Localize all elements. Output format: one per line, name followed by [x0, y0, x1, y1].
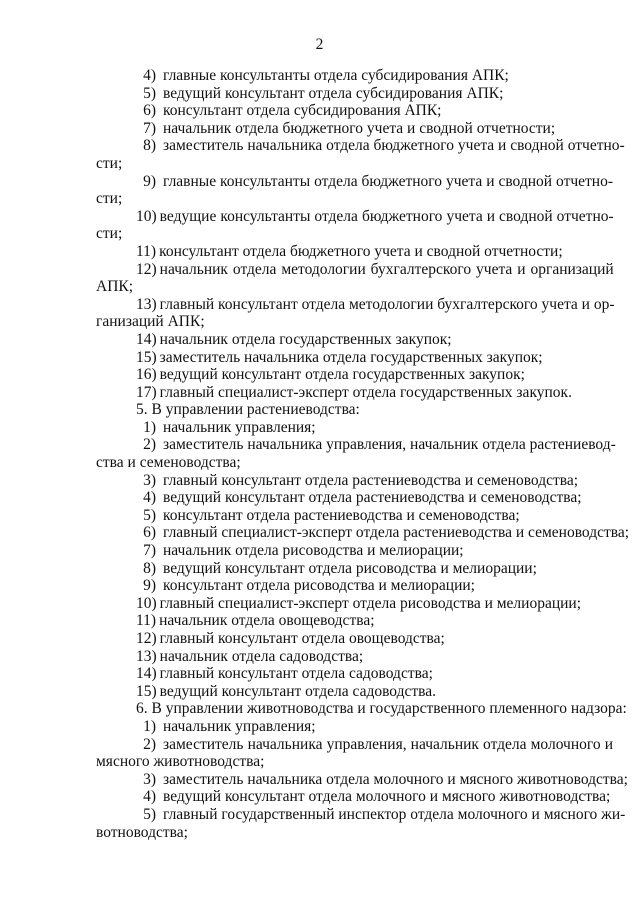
- list-item: [96, 489, 613, 507]
- list-item-text: консультант отдела бюджетного учета и сводной отчетности;: [159, 242, 563, 260]
- list-item-continuation: ства и семеноводства;: [96, 454, 241, 472]
- list-item-text: главный специалист-эксперт отдела растениеводства и семеноводства;: [163, 524, 630, 542]
- list-item-number: 3): [143, 471, 156, 489]
- list-item-text: ведущий консультант отдела рисоводства и мелиорации;: [163, 559, 537, 577]
- list-item-text: начальник отдела рисоводства и мелиорации;: [163, 542, 464, 560]
- list-item-text: ведущие консультанты отдела бюджетного учета и сводной отчетно-: [159, 207, 614, 225]
- list-item-number: 3): [143, 770, 156, 788]
- list-item-number: 5): [143, 84, 156, 102]
- list-item-number: 8): [143, 137, 156, 155]
- list-item-number: 15): [136, 682, 157, 700]
- list-item-number: 8): [143, 559, 156, 577]
- list-item-text: начальник отдела методологии бухгалтерского учета и организаций: [159, 260, 614, 278]
- list-item: [96, 120, 613, 138]
- list-item: [96, 770, 628, 789]
- list-item-number: 16): [136, 366, 157, 384]
- list-item-text: начальник управления;: [163, 717, 316, 735]
- list-item-number: 4): [143, 788, 156, 806]
- list-item-text: заместитель начальника отдела государственных закупок;: [159, 348, 543, 366]
- list-item-number: 14): [136, 330, 157, 348]
- list-item-continuation: мясного животноводства;: [96, 753, 265, 771]
- list-item: [96, 683, 613, 701]
- list-item: [96, 595, 613, 613]
- list-item-text: главный государственный инспектор отдела молочного и мясного жи-: [163, 805, 626, 823]
- list-item: [96, 208, 613, 226]
- list-item-number: 9): [143, 172, 156, 190]
- list-item: [96, 507, 613, 525]
- list-item-number: 6): [143, 524, 156, 542]
- list-item-text: главный специалист-эксперт отдела рисоводства и мелиорации;: [159, 594, 582, 612]
- list-item: [96, 630, 613, 648]
- list-item-continuation: сти;: [96, 225, 123, 243]
- list-item-number: 9): [143, 577, 156, 595]
- page-number: 2: [315, 36, 324, 53]
- list-item-continuation: сти;: [96, 190, 123, 208]
- list-item-number: 5): [143, 805, 156, 823]
- list-item: [96, 577, 613, 595]
- list-item: [96, 542, 613, 560]
- list-item: [96, 137, 625, 155]
- list-item: [96, 349, 613, 367]
- list-item-text: главные консультанты отдела субсидирования АПК;: [163, 67, 509, 84]
- list-item-number: 2): [143, 436, 156, 454]
- list-item-number: 1): [143, 717, 156, 735]
- list-item-text: консультант отдела рисоводства и мелиорации;: [163, 577, 475, 595]
- list-item-continuation: ганизаций АПК;: [96, 313, 205, 331]
- list-item-number: 10): [136, 594, 157, 612]
- list-item-text: заместитель начальника отдела молочного и мясного животноводства;: [163, 770, 628, 788]
- list-item: [96, 243, 613, 261]
- list-item: [96, 560, 613, 578]
- list-item-text: начальник отдела садоводства;: [159, 647, 364, 665]
- list-item-number: 14): [136, 665, 157, 683]
- list-item: [96, 384, 613, 402]
- list-item: [96, 296, 613, 314]
- list-item: [96, 788, 613, 806]
- section-heading: 5. В управлении растениеводства:: [136, 401, 360, 419]
- list-item-text: заместитель начальника управления, начальник отдела молочного и: [163, 735, 613, 753]
- list-item-number: 6): [143, 102, 156, 120]
- list-item: [96, 102, 613, 120]
- list-item-number: 12): [136, 260, 157, 278]
- list-item: [96, 648, 613, 666]
- list-item-continuation: сти;: [96, 154, 123, 172]
- list-item-text: заместитель начальника отдела бюджетного учета и сводной отчетно-: [163, 137, 625, 155]
- list-item-text: консультант отдела субсидирования АПК;: [163, 102, 442, 120]
- list-item-number: 12): [136, 630, 157, 647]
- list-item-continuation: АПК;: [96, 278, 134, 296]
- list-item: [96, 419, 613, 437]
- list-item-text: главные консультанты отдела бюджетного учета и сводной отчетно-: [163, 172, 613, 190]
- list-item-text: главный консультант отдела овощеводства;: [159, 630, 445, 647]
- list-item-number: 7): [143, 119, 156, 137]
- list-item: [96, 85, 613, 103]
- list-item: [96, 67, 613, 85]
- list-item-number: 15): [136, 348, 157, 366]
- list-item: [96, 718, 613, 736]
- list-item-text: главный консультант отдела садоводства;: [159, 665, 433, 683]
- list-item-number: 10): [136, 207, 157, 225]
- list-item-text: ведущий консультант отдела растениеводства и семеноводства;: [163, 489, 582, 507]
- list-item: [96, 805, 626, 824]
- list-item-text: консультант отдела растениеводства и семеноводства;: [163, 506, 520, 524]
- list-item: [96, 436, 616, 454]
- document-body: [96, 67, 630, 841]
- list-item: [96, 261, 613, 279]
- list-item-number: 7): [143, 542, 156, 560]
- list-item-text: начальник отдела государственных закупок;: [159, 330, 452, 348]
- list-item-continuation: вотноводства;: [96, 823, 188, 841]
- list-item: [96, 524, 630, 542]
- list-item-number: 4): [143, 489, 156, 507]
- list-item-number: 13): [136, 295, 157, 313]
- list-item-text: заместитель начальника управления, начальник отдела растениевод-: [163, 436, 616, 454]
- list-item: [96, 736, 613, 754]
- list-item-text: начальник отдела овощеводства;: [159, 612, 375, 630]
- list-item-text: главный консультант отдела методологии бухгалтерского учета и ор-: [159, 295, 615, 313]
- list-item-number: 4): [143, 67, 156, 84]
- list-item-text: главный специалист-эксперт отдела государственных закупок.: [159, 383, 572, 401]
- list-item-number: 5): [143, 506, 156, 524]
- list-item-text: ведущий консультант отдела субсидирования АПК;: [163, 84, 504, 102]
- list-item-text: начальник отдела бюджетного учета и сводной отчетности;: [163, 119, 556, 137]
- list-item: [96, 173, 613, 191]
- section-heading: 6. В управлении животноводства и государственного племенного надзора:: [136, 700, 627, 718]
- list-item-number: 11): [136, 242, 157, 260]
- list-item-number: 1): [143, 418, 156, 436]
- list-item: [96, 331, 613, 349]
- list-item-text: ведущий консультант отдела молочного и мясного животноводства;: [163, 788, 611, 806]
- list-item: [96, 665, 613, 683]
- list-item-number: 13): [136, 647, 157, 665]
- list-item-number: 2): [143, 735, 156, 753]
- list-item-number: 11): [136, 612, 157, 630]
- list-item: [96, 612, 613, 630]
- list-item-number: 17): [136, 383, 157, 401]
- list-item-text: ведущий консультант отдела государственных закупок;: [159, 366, 525, 384]
- list-item: [96, 472, 613, 490]
- list-item-text: начальник управления;: [163, 418, 316, 436]
- list-item-text: главный консультант отдела растениеводства и семеноводства;: [163, 471, 579, 489]
- list-item-text: ведущий консультант отдела садоводства.: [159, 682, 437, 700]
- list-item: [96, 366, 613, 384]
